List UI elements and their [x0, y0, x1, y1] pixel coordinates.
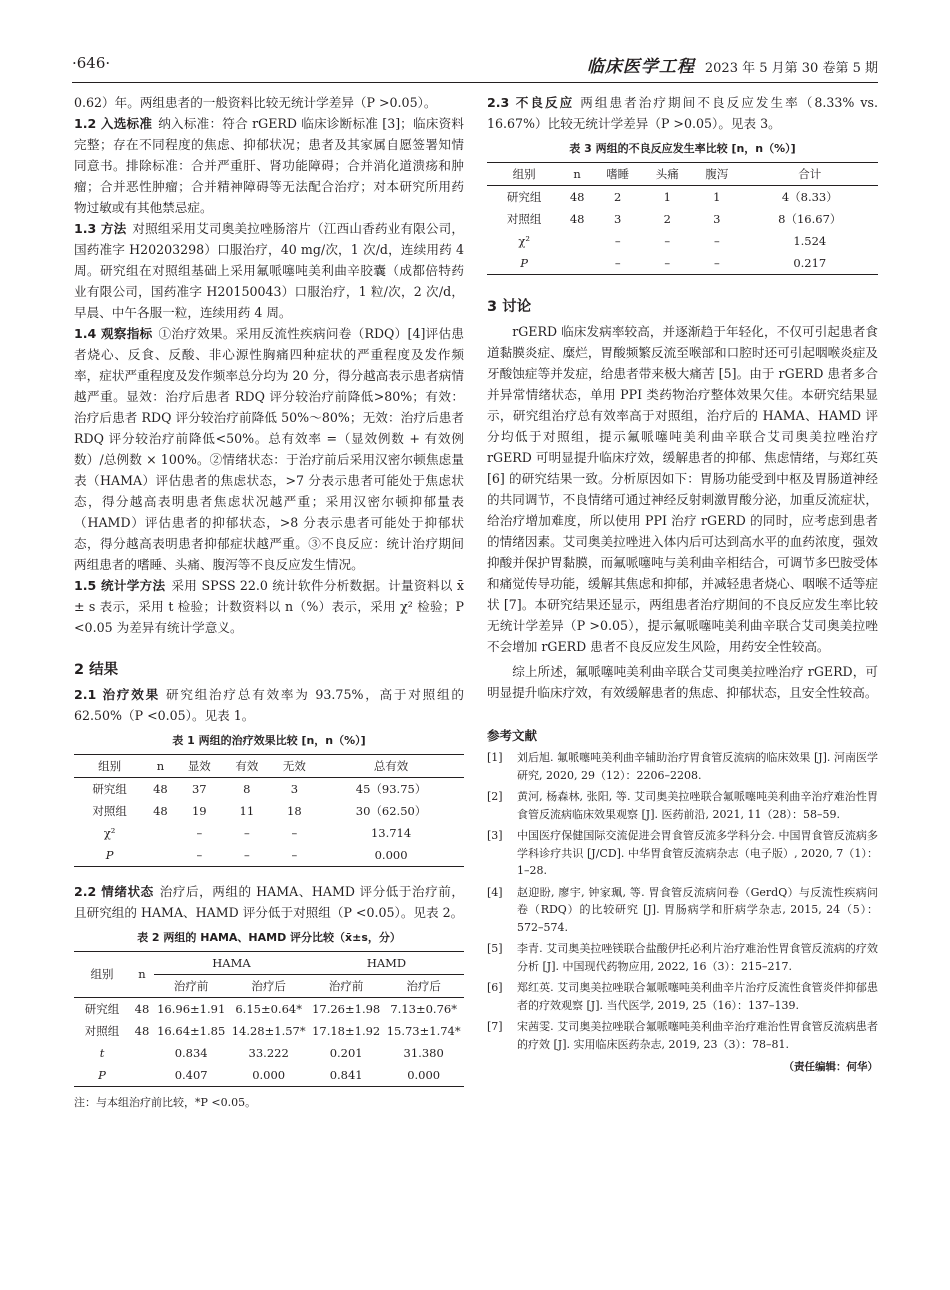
table-cell: 研究组	[92, 781, 127, 796]
table-cell: 0.407	[174, 1067, 208, 1082]
table-row	[74, 800, 464, 822]
right-column	[487, 92, 878, 1078]
left-column	[74, 92, 464, 1113]
table-cell: χ²	[103, 825, 116, 840]
section-1-2-body: 纳入标准：符合 rGERD 临床诊断标准 [3]；临床资料完整；存在不同程度的焦虑、抑郁状况；患者及其家属自愿签署知情同意书。排除标准：合并严重肝、肾功能障碍；合并消化道溃疡和肿瘤；合并恶性肿瘤；合并精神障碍等无法配合治疗；对本研究所用药物过敏或有其他禁忌症。	[74, 116, 465, 215]
table-cell: –	[196, 847, 203, 862]
table-cell: P	[105, 847, 114, 862]
table-1-caption: 表 1 两组的治疗效果比较 [n，n（%）]	[172, 734, 366, 747]
reference-item	[487, 884, 878, 937]
table-cell: 48	[153, 781, 168, 796]
table-cell: 0.000	[407, 1067, 441, 1082]
table-cell	[130, 1042, 154, 1064]
table-cell: –	[664, 233, 671, 248]
table-row	[74, 822, 464, 844]
table-cell: 33.222	[248, 1045, 289, 1060]
section-2-1	[74, 684, 464, 726]
reference-number: [3]	[487, 829, 503, 842]
section-1-4	[74, 323, 464, 575]
section-2-3	[487, 92, 878, 134]
table-cell: 37	[191, 781, 207, 796]
reference-number: [4]	[487, 885, 503, 899]
table-cell: 16.64±1.85	[157, 1023, 226, 1038]
table-3-caption: 表 3 两组的不良反应发生率比较 [n，n（%）]	[569, 142, 796, 155]
reference-text: 刘后旭. 氟哌噻吨美利曲辛辅助治疗胃食管反流病的临床效果 [J]. 河南医学研究, 2020, 29（12）：2206–2208.	[517, 751, 878, 782]
table-cell	[145, 844, 175, 867]
section-1-3	[74, 218, 464, 323]
table-row	[487, 208, 878, 230]
journal-name: 临床医学工程	[586, 57, 695, 77]
reference-item	[487, 1018, 878, 1053]
references-title: 参考文献	[487, 728, 538, 743]
table-cell: χ²	[518, 233, 530, 248]
table-cell: P	[98, 1067, 106, 1082]
table-cell: 1.524	[793, 233, 827, 248]
section-1-4-body: ①治疗效果。采用反流性疾病问卷（RDQ）[4]评估患者烧心、反食、反酸、非心源性胸痛四种症状的严重程度及发作频率，症状严重程度及发作频率总分均为 20 分，得分越高表示患者病情越严重。显效：治疗后患者 RDQ 评分较治疗前降低>80%；有效：治疗后患者 RDQ 评分较治疗前降低 50%～80%；无效：治疗后患者 RDQ 评分较治疗前降低<50%。总有效率 =（显效例数 + 有效例数）/总例数 × 100%。②情绪状态：于治疗前后采用汉密尔顿焦虑量表（HAMA）评估患者的焦虑状态，>7 分表示患者可能处于焦虑状态，得分越高表明患者焦虑状况越严重；采用汉密尔顿抑郁量表（HAMD）评估患者的抑郁状态，>8 分表示患者可能处于抑郁状态，得分越高表明患者抑郁症状越严重。③不良反应：统计治疗期间两组患者的嗜睡、头痛、腹泻等不良反应发生情况。	[74, 326, 464, 572]
table-cell: 17.18±1.92	[312, 1023, 381, 1038]
table-row	[487, 230, 878, 252]
table-header-cell: 腹泻	[705, 166, 729, 181]
table-cell: –	[196, 825, 203, 840]
reference-item	[487, 979, 878, 1014]
section-2-3-body: 两组患者治疗期间不良反应发生率（8.33% vs. 16.67%）比较无统计学差异（P >0.05）。见表 3。	[487, 95, 878, 131]
table-cell: 对照组	[506, 211, 542, 226]
reference-text: 中国医疗保健国际交流促进会胃食管反流多学科分会. 中国胃食管反流病多学科诊疗共识 [J/CD]. 中华胃食管反流病杂志（电子版）, 2020, 7（1）：1–28.	[517, 829, 878, 877]
table-cell: P	[520, 255, 529, 270]
table-cell: –	[614, 255, 621, 270]
table-header-cell: 显效	[187, 758, 211, 773]
table-3	[487, 162, 878, 275]
table-cell: 8（16.67）	[778, 211, 842, 226]
table-header-cell: 组别	[98, 758, 122, 773]
table-2-caption: 表 2 两组的 HAMA、HAMD 评分比较（x̄±s，分）	[137, 931, 401, 944]
header-rule	[72, 82, 878, 83]
table-cell: 48	[569, 211, 585, 226]
reference-number: [1]	[487, 751, 503, 764]
table-cell: 8	[243, 781, 251, 796]
reference-text: 黄河, 杨森林, 张阳, 等. 艾司奥美拉唑联合氟哌噻吨美利曲辛治疗难治性胃食管反流病临床效果观察 [J]. 医药前沿, 2021, 11（28）：58–59.	[517, 790, 878, 821]
table-3-header-row	[487, 163, 878, 186]
reference-number: [6]	[487, 981, 503, 994]
table-cell: 15.73±1.74*	[386, 1023, 461, 1038]
reference-item	[487, 788, 878, 823]
table-row	[487, 186, 878, 209]
table-cell	[561, 252, 593, 275]
responsible-editor: （责任编辑：何华）	[783, 1061, 878, 1073]
table-header-cell: 总有效	[373, 758, 409, 773]
table-row	[74, 1064, 464, 1087]
section-1-4-title: 1.4 观察指标	[74, 326, 153, 341]
table-header-cell: 头痛	[655, 166, 679, 181]
section-2-3-title: 2.3 不良反应	[487, 95, 575, 110]
table-header-cell: 治疗后	[406, 978, 441, 993]
table-header-cell: 无效	[282, 758, 306, 773]
table-row	[74, 844, 464, 867]
page-number: ·646·	[72, 54, 111, 72]
table-cell	[130, 1064, 154, 1087]
discussion-paragraph-1: rGERD 临床发病率较高，并逐渐趋于年轻化，不仅可引起患者食道黏膜炎症、糜烂，胃酸频繁反流至喉部和口腔时还可引起咽喉炎症及牙酸蚀症等并发症，给患者带来极大痛苦 [5]。由于 rGERD 患者多合并异常情绪状态，单用 PPI 类药物治疗整体效果欠佳。本研究结果显示，研究组治疗总有效率高于对照组，治疗后的 HAMA、HAMD 评分均低于对照组，提示氟哌噻吨美利曲辛联合艾司奥美拉唑治疗 rGERD 可明显提升临床疗效，缓解患者的抑郁、焦虑情绪，与郑红英 [6] 的研究结果一致。分析原因如下：胃肠功能受到中枢及胃肠道神经的共同调节，不良情绪可通过神经反射刺激胃酸分泌，加重反流症状，给治疗增加难度，所以使用 PPI 治疗 rGERD 的同时，应考虑到患者的情绪因素。艾司奥美拉唑进入体内后可达到高水平的血药浓度，强效抑酸并保护胃黏膜，而氟哌噻吨与美利曲辛相结合，可调节多巴胺受体和痛觉传导功能，缓解其焦虑和抑郁，并减轻患者烧心、咽喉不适等症状 [7]。本研究结果还显示，两组患者治疗期间的不良反应发生率比较无统计学差异（P >0.05），提示氟哌噻吨美利曲辛联合艾司奥美拉唑不会增加 rGERD 患者不良反应发生风险，用药安全性较高。	[487, 324, 878, 654]
table-row	[487, 252, 878, 275]
reference-text: 宋茜雯. 艾司奥美拉唑联合氟哌噻吨美利曲辛治疗难治性胃食管反流病患者的疗效 [J]. 实用临床医药杂志, 2019, 23（3）：78–81.	[517, 1020, 878, 1051]
table-row	[74, 1020, 464, 1042]
table-2-note: 注：与本组治疗前比较，*P <0.05。	[74, 1096, 257, 1109]
table-row	[74, 1042, 464, 1064]
table-header-cell: 合计	[798, 166, 822, 181]
table-header-cell: 治疗后	[251, 978, 286, 993]
section-1-2	[74, 113, 464, 218]
table-header-cell: n	[573, 166, 581, 181]
discussion-paragraph-2: 综上所述，氟哌噻吨美利曲辛联合艾司奥美拉唑治疗 rGERD，可明显提升临床疗效，有效缓解患者的焦虑、抑郁状态，且安全性较高。	[487, 664, 878, 700]
reference-text: 李青. 艾司奥美拉唑镁联合盐酸伊托必利片治疗难治性胃食管反流病的疗效分析 [J]. 中国现代药物应用, 2022, 16（3）：215–217.	[517, 942, 878, 973]
table-cell: 11	[239, 803, 255, 818]
table-cell	[145, 822, 175, 844]
table-2	[74, 951, 464, 1087]
table-1-header-row	[74, 755, 464, 778]
journal-info	[587, 52, 878, 77]
section-1-3-title: 1.3 方法	[74, 221, 127, 236]
table-2-header-row-1	[74, 952, 464, 975]
section-2-1-title: 2.1 治疗效果	[74, 687, 160, 702]
section-1-2-title: 1.2 入选标准	[74, 116, 153, 131]
table-cell: 2	[663, 211, 671, 226]
table-cell: 0.000	[374, 847, 408, 862]
table-cell: 2	[614, 189, 622, 204]
table-cell: 4（8.33）	[781, 189, 838, 204]
section-2-2	[74, 881, 464, 923]
table-cell: 对照组	[84, 1023, 120, 1038]
section-1-5	[74, 575, 464, 638]
table-cell: 48	[134, 1023, 150, 1038]
table-cell: 13.714	[370, 825, 412, 840]
table-header-cell: HAMD	[309, 952, 464, 975]
section-2-2-body: 治疗后，两组的 HAMA、HAMD 评分低于治疗前，且研究组的 HAMA、HAMD 评分低于对照组（P <0.05）。见表 2。	[74, 884, 464, 920]
reference-item	[487, 749, 878, 784]
table-cell: 0.000	[252, 1067, 286, 1082]
table-cell: 3	[713, 211, 721, 226]
table-row	[74, 998, 464, 1021]
table-cell: –	[664, 255, 671, 270]
table-cell: 0.201	[329, 1045, 363, 1060]
paragraph-baseline: 0.62）年。两组患者的一般资料比较无统计学差异（P >0.05）。	[74, 95, 437, 110]
table-cell: 研究组	[84, 1001, 120, 1016]
section-3-title: 3 讨论	[487, 299, 532, 315]
table-cell: 0.217	[793, 255, 827, 270]
table-cell: –	[243, 825, 250, 840]
table-cell: 48	[153, 803, 168, 818]
table-header-cell: 治疗前	[173, 978, 209, 993]
reference-number: [7]	[487, 1020, 503, 1033]
table-cell: 7.13±0.76*	[390, 1001, 457, 1016]
page-header	[72, 48, 878, 78]
reference-item	[487, 940, 878, 975]
table-header-cell: 组别	[512, 166, 536, 181]
table-cell: 3	[290, 781, 299, 796]
table-header-cell: n	[130, 952, 154, 998]
table-cell: 48	[569, 189, 585, 204]
table-header-cell: HAMA	[154, 952, 309, 975]
table-cell: 30（62.50）	[355, 803, 427, 818]
table-cell: 14.28±1.57*	[231, 1023, 306, 1038]
table-cell: 6.15±0.64*	[235, 1001, 302, 1016]
table-cell: 研究组	[506, 189, 542, 204]
table-cell: –	[713, 233, 720, 248]
table-cell: 3	[614, 211, 622, 226]
section-1-5-title: 1.5 统计学方法	[74, 578, 166, 593]
table-header-cell: 有效	[235, 758, 259, 773]
reference-number: [2]	[487, 790, 503, 803]
table-header-cell: n	[156, 758, 165, 773]
table-cell: 对照组	[92, 803, 127, 818]
table-1	[74, 754, 464, 867]
section-1-5-body: 采用 SPSS 22.0 统计软件分析数据。计量资料以 x̄ ± s 表示，采用 t 检验；计数资料以 n（%）表示，采用 χ² 检验；P <0.05 为差异有统计学意义。	[74, 578, 464, 635]
table-cell: –	[713, 255, 720, 270]
table-cell: –	[243, 847, 250, 862]
table-header-cell: 治疗前	[328, 978, 364, 993]
table-cell: 16.96±1.91	[157, 1001, 226, 1016]
table-cell: 31.380	[403, 1045, 444, 1060]
section-1-3-body: 对照组采用艾司奥美拉唑肠溶片（江西山香药业有限公司，国药准字 H20203298）口服治疗，40 mg/次，1 次/d，连续用药 4 周。研究组在对照组基础上采用氟哌噻吨美利曲辛胶囊（成都倍特药业有限公司，国药准字 H20150043）口服治疗，1 粒/次，2 次/d，早晨、中午各服一粒，连续用药 4 周。	[74, 221, 464, 320]
table-header-cell: 组别	[74, 952, 130, 998]
table-cell: 48	[134, 1001, 150, 1016]
table-header-cell: 嗜睡	[606, 166, 630, 181]
section-2-2-title: 2.2 情绪状态	[74, 884, 154, 899]
table-row	[74, 778, 464, 801]
reference-text: 赵迎盼, 廖宇, 钟家珮, 等. 胃食管反流病问卷（GerdQ）与反流性疾病问卷（RDQ）的比较研究 [J]. 胃肠病学和肝病学杂志, 2015, 24（5）：572–574.	[517, 885, 878, 934]
table-cell: 18	[287, 803, 302, 818]
reference-number: [5]	[487, 942, 503, 955]
section-2-title: 2 结果	[74, 662, 119, 678]
issue-info: 2023 年 5 月第 30 卷第 5 期	[704, 61, 878, 76]
table-cell	[561, 230, 593, 252]
table-cell: 0.841	[329, 1067, 363, 1082]
section-2-1-body: 研究组治疗总有效率为 93.75%，高于对照组的 62.50%（P <0.05）。见表 1。	[74, 687, 464, 723]
table-cell: –	[291, 847, 298, 862]
table-cell: 0.834	[174, 1045, 208, 1060]
table-cell: t	[99, 1045, 105, 1060]
table-cell: 1	[713, 189, 721, 204]
references-list	[487, 749, 878, 1053]
table-cell: 45（93.75）	[355, 781, 427, 796]
reference-text: 郑红英. 艾司奥美拉唑联合氟哌噻吨美利曲辛片治疗反流性食管炎伴抑郁患者的疗效观察 [J]. 当代医学, 2019, 25（16）：137–139.	[517, 981, 878, 1012]
table-cell: 1	[663, 189, 671, 204]
reference-item	[487, 827, 878, 880]
table-cell: –	[614, 233, 621, 248]
table-cell: –	[291, 825, 298, 840]
table-cell: 19	[191, 803, 207, 818]
table-cell: 17.26±1.98	[312, 1001, 381, 1016]
